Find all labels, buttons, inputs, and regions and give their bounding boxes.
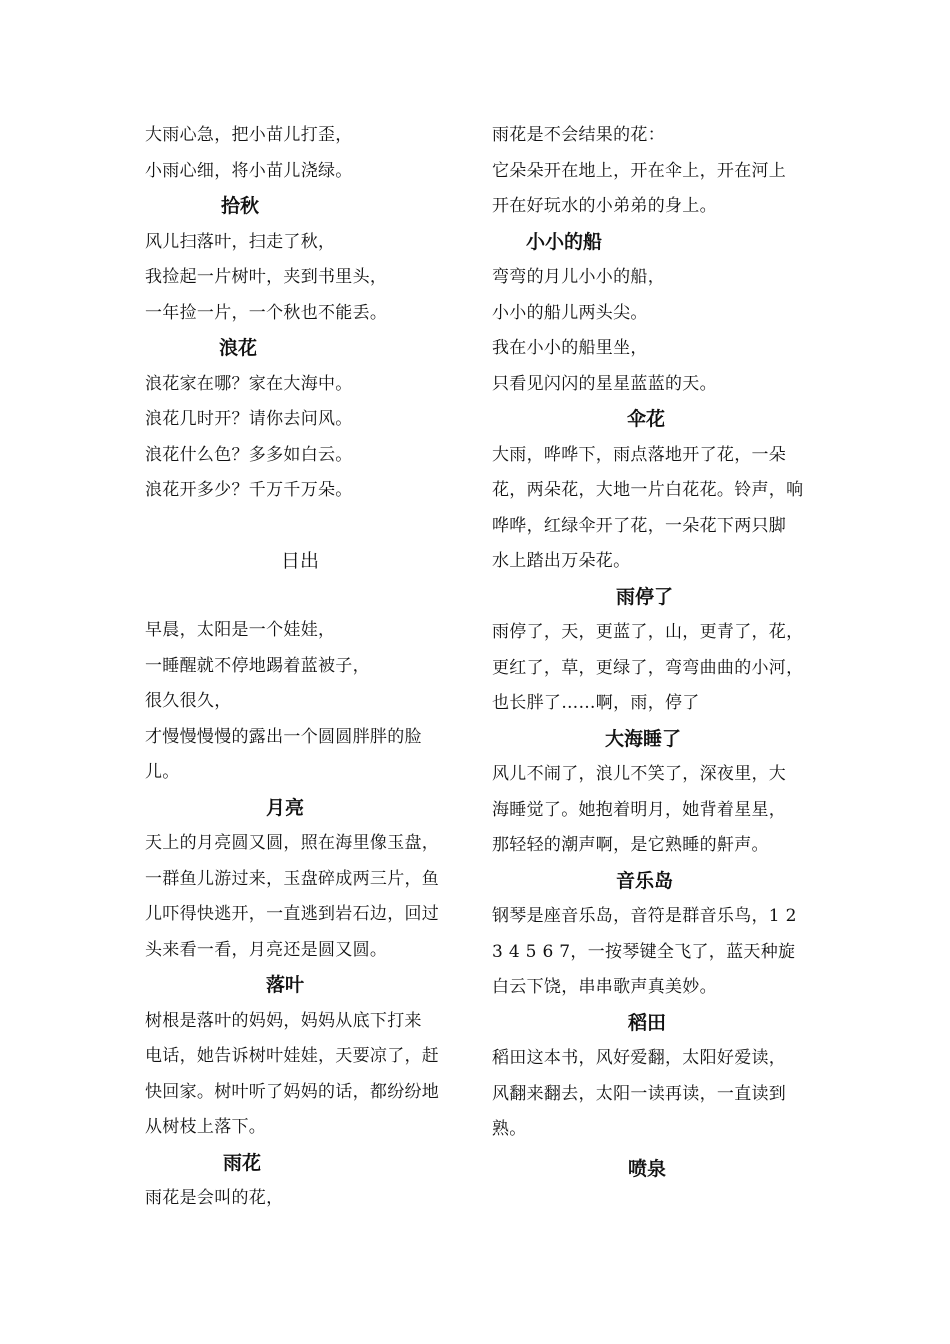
poem-title: 雨花 <box>223 1151 262 1174</box>
poem-line: 快回家。树叶听了妈妈的话，都纷纷地 <box>145 1081 440 1102</box>
poem-title: 日出 <box>281 549 320 572</box>
poem-line: 一群鱼儿游过来，玉盘碎成两三片，鱼 <box>145 868 440 889</box>
poem-line: 一年捡一片，一个秋也不能丢。 <box>145 302 388 323</box>
poem-yinyuedao <box>492 864 814 1006</box>
poem-line: 儿。 <box>145 762 180 782</box>
poem-line: 从树枝上落下。 <box>145 1117 267 1137</box>
poem-title: 稻田 <box>628 1011 667 1034</box>
poem-title: 落叶 <box>266 974 305 996</box>
poem-line: 小雨心细，将小苗儿浇绿。 <box>145 160 353 181</box>
spacer <box>145 509 463 544</box>
poem-line: 树根是落叶的妈妈，妈妈从底下打来 <box>145 1010 422 1031</box>
poem-line: 我在小小的船里坐， <box>492 338 648 358</box>
poem-line: 小小的船儿两头尖。 <box>492 302 648 323</box>
poem-line: 才慢慢慢慢的露出一个圆圆胖胖的脸 <box>145 726 422 747</box>
poem-line: 哗哗，红绿伞开了花，一朵花下两只脚 <box>492 515 787 536</box>
poem-line: 雨停了，天，更蓝了，山，更青了，花， <box>492 622 804 642</box>
poem-yutingle <box>492 580 814 722</box>
poem-shiqiu <box>145 189 463 331</box>
spacer <box>145 579 463 613</box>
poem-title: 小小的船 <box>526 230 603 253</box>
poem-line: 开在好玩水的小弟弟的身上。 <box>492 196 717 216</box>
poem-line: 熟。 <box>492 1119 527 1139</box>
poem-line: 大雨心急，把小苗儿打歪， <box>145 125 353 145</box>
poem-title: 拾秋 <box>221 195 260 217</box>
poem-title: 音乐岛 <box>616 869 674 892</box>
poem-line: 也长胖了……啊，雨，停了 <box>492 693 700 713</box>
poem-line: 白云下饶，串串歌声真美妙。 <box>492 977 717 997</box>
poem-line: 风儿扫落叶，扫走了秋， <box>145 231 336 252</box>
poem-title: 大海睡了 <box>605 727 682 750</box>
poem-line: 很久很久， <box>145 691 232 711</box>
poem-yuhua-continued <box>492 118 814 225</box>
poem-line: 浪花什么色？多多如白云。 <box>145 444 353 465</box>
poem-line: 雨花是不会结果的花： <box>492 125 665 145</box>
right-column <box>492 118 814 1187</box>
poem-line: 弯弯的月儿小小的船， <box>492 267 665 287</box>
poem-line: 风儿不闹了，浪儿不笑了，深夜里，大 <box>492 764 787 784</box>
poem-dahaishuile <box>492 722 814 864</box>
poem-line: 花，两朵花，大地一片白花花。铃声，响 <box>492 480 804 500</box>
poem-luoye <box>145 968 463 1146</box>
poem-line: 它朵朵开在地上，开在伞上，开在河上 <box>492 160 787 181</box>
poem-line: 电话，她告诉树叶娃娃，天要凉了，赶 <box>145 1046 440 1066</box>
poem-line: 早晨，太阳是一个娃娃， <box>145 620 336 640</box>
poem-line: 稻田这本书，风好爱翻，太阳好爱读， <box>492 1048 787 1068</box>
poem-line: 一睡醒就不停地踢着蓝被子， <box>145 655 370 676</box>
poem-line: 天上的月亮圆又圆，照在海里像玉盘， <box>145 833 440 853</box>
left-column <box>145 118 463 1217</box>
poem-line: 我捡起一片树叶，夹到书里头， <box>145 267 388 287</box>
poem-penquan <box>492 1152 814 1188</box>
poem-yumiao <box>145 118 463 189</box>
poem-line: 浪花家在哪？家在大海中。 <box>145 373 353 394</box>
poem-line: 3 4 5 6 7，一按琴键全飞了，蓝天种旋 <box>492 941 796 962</box>
poem-title: 喷泉 <box>628 1157 667 1180</box>
poem-title: 月亮 <box>266 796 305 819</box>
poem-line: 钢琴是座音乐岛，音符是群音乐鸟，1 2 <box>492 906 797 926</box>
poem-line: 雨花是会叫的花， <box>145 1188 284 1208</box>
poem-title: 伞花 <box>627 408 666 430</box>
poem-xiaoxiaodechuan <box>492 225 814 403</box>
poem-richu <box>145 544 463 791</box>
poem-langhua <box>145 331 463 509</box>
poem-line: 头来看一看，月亮还是圆又圆。 <box>145 939 388 960</box>
poem-daotian <box>492 1006 814 1148</box>
poem-title: 浪花 <box>219 337 258 359</box>
poem-title: 雨停了 <box>616 585 674 608</box>
poem-line: 海睡觉了。她抱着明月，她背着星星， <box>492 799 787 820</box>
poem-line: 水上踏出万朵花。 <box>492 551 631 571</box>
poem-line: 风翻来翻去，太阳一读再读，一直读到 <box>492 1083 787 1104</box>
poem-line: 儿吓得快逃开，一直逃到岩石边，回过 <box>145 904 440 924</box>
poem-line: 大雨，哗哗下，雨点落地开了花，一朵 <box>492 444 787 465</box>
poem-yuhua <box>145 1146 463 1217</box>
poem-line: 浪花几时开？请你去问风。 <box>145 409 353 429</box>
poem-sanhua <box>492 402 814 580</box>
poem-line: 更红了，草，更绿了，弯弯曲曲的小河， <box>492 657 804 678</box>
poem-yueliang <box>145 791 463 969</box>
poem-line: 那轻轻的潮声啊，是它熟睡的鼾声。 <box>492 835 769 855</box>
poem-line: 只看见闪闪的星星蓝蓝的天。 <box>492 373 717 394</box>
poem-line: 浪花开多少？千万千万朵。 <box>145 480 353 500</box>
